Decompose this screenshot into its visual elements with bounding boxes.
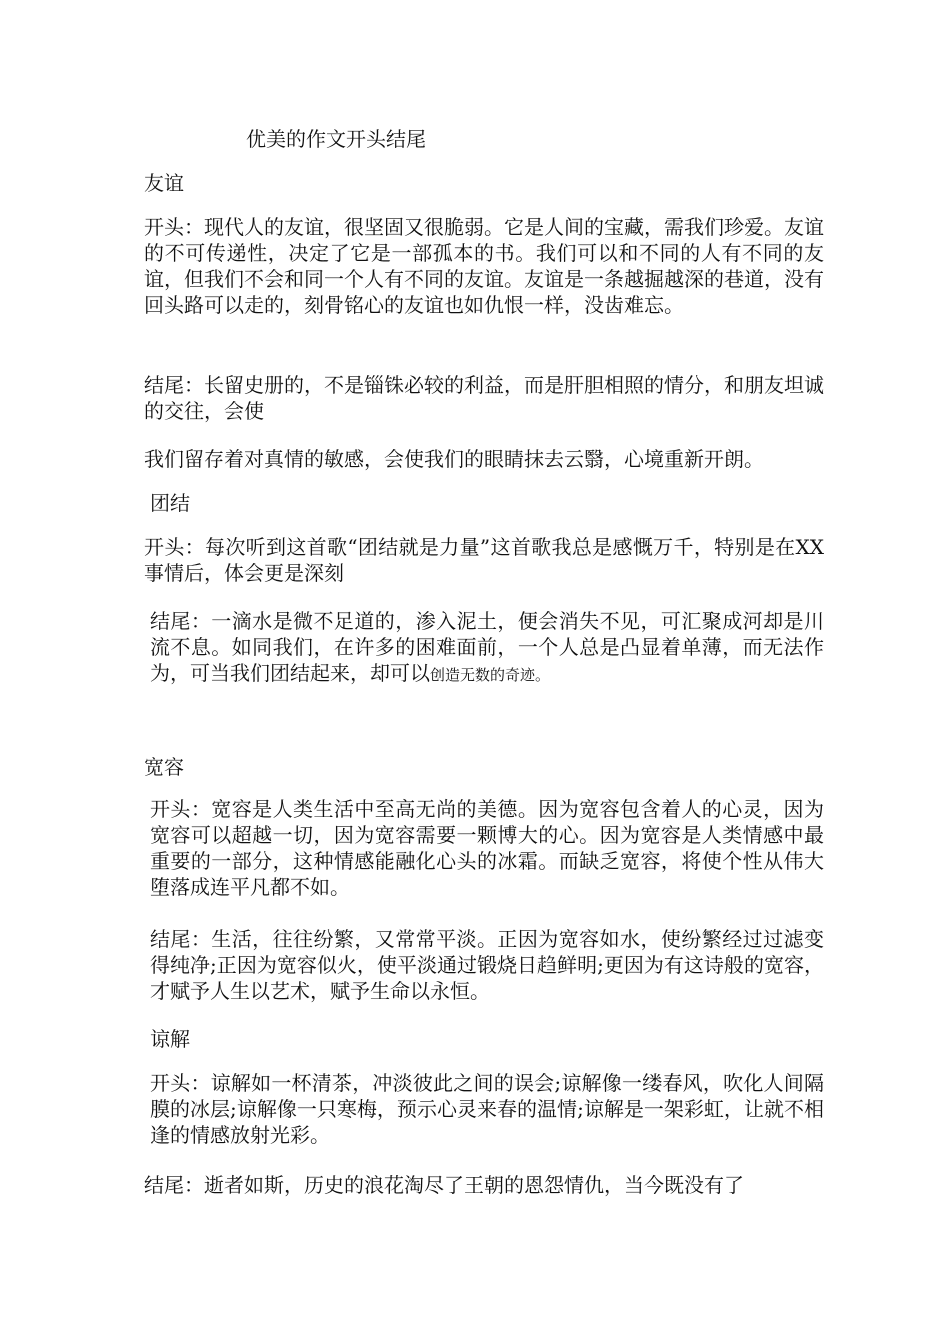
section-heading-friendship: 友谊 <box>144 171 184 195</box>
unity-ending-text: 结尾：一滴水是微不足道的，渗入泥土，便会消失不见，可汇聚成河却是川流不息。如同我们，在许多的困难面前，一个人总是凸显着单薄，而无法作为，可当我们团结起来，却可以 <box>150 609 824 685</box>
unity-ending-small-text: 创造无数的奇迹。 <box>430 666 551 684</box>
tolerance-ending: 结尾：生活，往往纷繁，又常常平淡。正因为宽容如水，使纷繁经过过滤变得纯净;正因为宽容似火，使平淡通过锻烧日趋鲜明;更因为有这诗般的宽容，才赋予人生以艺术，赋予生命以永恒。 <box>150 927 824 1003</box>
friendship-ending-continued: 我们留存着对真情的敏感，会使我们的眼睛抹去云翳，心境重新开朗。 <box>144 447 764 471</box>
friendship-ending: 结尾：长留史册的，不是锱铢必较的利益，而是肝胆相照的情分，和朋友坦诚的交往，会使 <box>144 373 824 423</box>
understanding-opening: 开头：谅解如一杯清茶，冲淡彼此之间的误会;谅解像一缕春风，吹化人间隔膜的冰层;谅解像一只寒梅，预示心灵来春的温情;谅解是一架彩虹，让就不相逢的情感放射光彩。 <box>150 1071 824 1147</box>
section-heading-tolerance: 宽容 <box>144 755 184 779</box>
tolerance-opening: 开头：宽容是人类生活中至高无尚的美德。因为宽容包含着人的心灵，因为宽容可以超越一切，因为宽容需要一颗博大的心。因为宽容是人类情感中最重要的一部分，这种情感能融化心头的冰霜。而缺乏宽容，将使个性从伟大堕落成连平凡都不如。 <box>150 797 824 899</box>
friendship-opening: 开头：现代人的友谊，很坚固又很脆弱。它是人间的宝藏，需我们珍爱。友谊的不可传递性，决定了它是一部孤本的书。我们可以和不同的人有不同的友谊，但我们不会和同一个人有不同的友谊。友谊是一条越掘越深的巷道，没有回头路可以走的，刻骨铭心的友谊也如仇恨一样，没齿难忘。 <box>144 215 824 317</box>
document-title: 优美的作文开头结尾 <box>246 127 426 151</box>
unity-opening: 开头：每次听到这首歌“团结就是力量”这首歌我总是感慨万千，特别是在XX事情后，体会更是深刻 <box>144 535 824 585</box>
unity-ending <box>150 608 824 688</box>
understanding-ending: 结尾：逝者如斯，历史的浪花淘尽了王朝的恩怨情仇，当今既没有了 <box>144 1173 744 1197</box>
section-heading-unity: 团结 <box>150 491 190 515</box>
section-heading-understanding: 谅解 <box>150 1027 190 1051</box>
